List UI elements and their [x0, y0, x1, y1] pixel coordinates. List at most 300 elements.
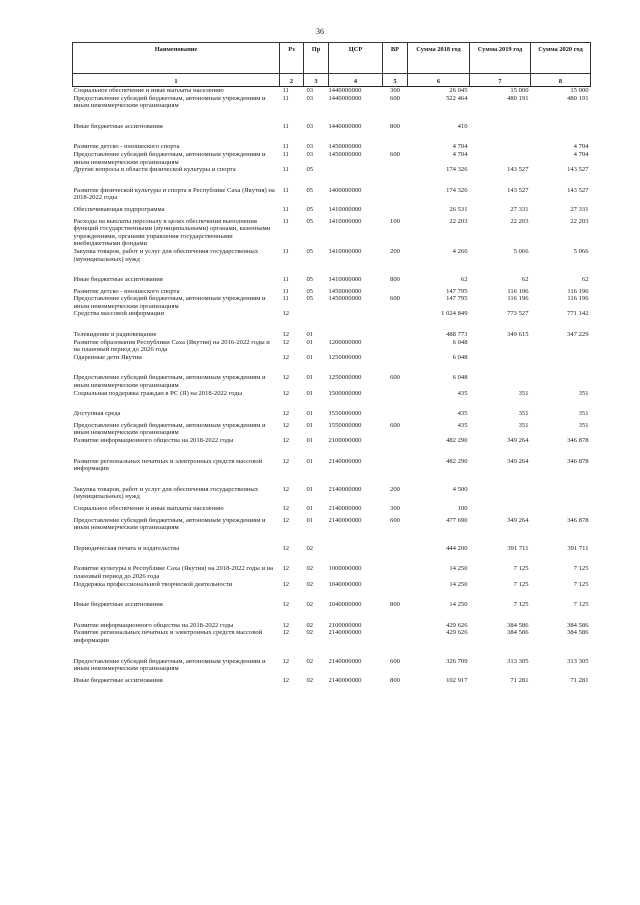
- cell-name: Предоставление субсидий бюджетным, автономным учреждениям и иным некоммерческим организациям: [73, 94, 266, 110]
- cell-pr: [304, 310, 329, 331]
- cell-pr: 05: [306, 295, 314, 303]
- cell-sum-2018: 147 795: [446, 287, 468, 295]
- cell-pr: 05: [306, 166, 314, 174]
- cell-name: Предоставление субсидий бюджетным, автономным учреждениям и иным некоммерческим организациям: [73, 421, 266, 437]
- cell-name: Средства массовой информации: [73, 310, 165, 318]
- cell-sum-2018: 6 048: [452, 353, 468, 361]
- cell-sum-2020: 116 196: [567, 287, 589, 295]
- cell-csr: 2140000000: [328, 485, 362, 493]
- cell-rz: 11: [282, 295, 289, 303]
- cell-vr: [383, 565, 408, 580]
- table-row: [73, 565, 591, 580]
- cell-csr: 1040000000: [328, 601, 362, 609]
- cell-pr: 05: [306, 205, 314, 213]
- cell-sum-2020: 351: [578, 421, 589, 429]
- cell-rz: 11: [282, 247, 289, 255]
- column-number: 8: [531, 74, 591, 87]
- cell-vr: [383, 629, 408, 657]
- table-row: [73, 390, 591, 411]
- cell-name: Развитие региональных печатных и электронных средств массовой информации: [73, 457, 263, 473]
- table-row: [73, 218, 591, 248]
- cell-vr: 600: [390, 657, 400, 665]
- cell-vr: [383, 339, 408, 354]
- cell-vr: [383, 410, 408, 422]
- cell-csr: 2140000000: [328, 676, 362, 684]
- cell-name: Иные бюджетные ассигнования: [73, 122, 163, 130]
- cell-vr: 200: [390, 247, 400, 255]
- cell-rz: 12: [282, 621, 290, 629]
- cell-rz: 11: [282, 205, 289, 213]
- cell-sum-2019: 351: [518, 410, 529, 418]
- cell-sum-2018: 4 266: [452, 247, 468, 255]
- cell-pr: 01: [306, 516, 314, 524]
- table-row: [73, 601, 591, 622]
- page-number: 36: [316, 27, 324, 36]
- cell-vr: [383, 354, 408, 375]
- cell-rz: 12: [282, 544, 290, 552]
- cell-name: Предоставление субсидий бюджетным, автономным учреждениям и иным некоммерческим организациям: [73, 374, 266, 390]
- cell-sum-2019: [470, 339, 531, 354]
- cell-csr: 2140000000: [328, 629, 362, 637]
- cell-rz: 12: [282, 389, 290, 397]
- cell-sum-2020: 351: [578, 389, 589, 397]
- cell-csr: 1550000000: [328, 421, 362, 429]
- cell-sum-2020: 143 527: [567, 186, 589, 194]
- cell-csr: 2140000000: [328, 504, 362, 512]
- cell-sum-2018: 6 048: [452, 374, 468, 382]
- table-row: [73, 505, 591, 517]
- cell-vr: 600: [390, 516, 400, 524]
- column-number: 1: [73, 74, 280, 87]
- cell-vr: 800: [390, 676, 400, 684]
- table-row: [73, 422, 591, 437]
- table-row: [73, 339, 591, 354]
- cell-sum-2019: 773 527: [507, 310, 529, 318]
- cell-pr: 05: [306, 247, 314, 255]
- cell-sum-2019: 384 586: [507, 629, 529, 637]
- column-number: 6: [408, 74, 470, 87]
- table-row: [73, 517, 591, 545]
- column-number: 2: [280, 74, 304, 87]
- cell-name: Развитие региональных печатных и электронных средств массовой информации: [73, 629, 263, 644]
- cell-rz: 12: [282, 485, 290, 493]
- cell-vr: [383, 187, 408, 206]
- table-row: [73, 331, 591, 339]
- cell-sum-2019: 143 527: [507, 186, 529, 194]
- cell-csr: 2100000000: [328, 437, 362, 444]
- cell-sum-2018: 522 464: [446, 94, 468, 102]
- cell-pr: 01: [306, 421, 314, 429]
- cell-vr: 600: [390, 150, 400, 158]
- cell-sum-2020: 4 704: [573, 143, 589, 151]
- cell-sum-2019: 116 196: [507, 295, 529, 303]
- cell-csr: 1550000000: [328, 410, 362, 418]
- cell-pr: 02: [306, 544, 314, 552]
- cell-name: Предоставление субсидий бюджетным, автономным учреждениям и иным некоммерческим организациям: [73, 516, 266, 532]
- table-row: [73, 458, 591, 486]
- cell-sum-2020: 7 125: [573, 580, 589, 588]
- cell-csr: 1410000000: [328, 247, 362, 255]
- cell-name: Иные бюджетные ассигнования: [73, 676, 163, 684]
- cell-sum-2020: 347 229: [567, 331, 589, 339]
- column-number: 4: [329, 74, 383, 87]
- cell-sum-2019: [470, 123, 531, 144]
- cell-sum-2020: 351: [578, 410, 589, 418]
- cell-vr: 800: [390, 122, 400, 130]
- cell-sum-2018: 477 690: [446, 516, 468, 524]
- table-row: [73, 354, 591, 375]
- cell-vr: 600: [390, 374, 400, 382]
- cell-vr: [383, 166, 408, 187]
- cell-sum-2019: 351: [518, 389, 529, 397]
- table-body: [73, 87, 591, 698]
- cell-sum-2020: 313 305: [567, 657, 589, 665]
- cell-name: Телевидение и радиовещание: [73, 331, 157, 339]
- cell-pr: 02: [306, 629, 314, 637]
- cell-name: Предоставление субсидий бюджетным, автономным учреждениям и иным некоммерческим организациям: [73, 295, 266, 310]
- cell-rz: 11: [282, 143, 289, 151]
- table-row: [73, 295, 591, 310]
- cell-sum-2018: 435: [457, 389, 468, 397]
- cell-rz: 12: [282, 353, 290, 361]
- cell-vr: [383, 390, 408, 411]
- cell-sum-2019: 143 527: [507, 166, 529, 174]
- cell-rz: 11: [282, 217, 289, 225]
- cell-rz: 12: [282, 516, 290, 524]
- cell-pr: 03: [306, 122, 314, 130]
- cell-csr: 1500000000: [328, 389, 362, 397]
- cell-vr: [383, 458, 408, 486]
- table-row: [73, 437, 591, 458]
- cell-pr: 02: [306, 676, 314, 684]
- cell-pr: 01: [306, 504, 314, 512]
- cell-sum-2019: 384 586: [507, 621, 529, 629]
- cell-name: Социальное обеспечение и иные выплаты населению: [73, 504, 224, 512]
- table-row: [73, 143, 591, 151]
- cell-name: Развитие информационного общества на 2018-2022 годы: [73, 621, 234, 629]
- cell-name: Предоставление субсидий бюджетным, автономным учреждениям и иным некоммерческим организациям: [73, 150, 266, 166]
- cell-rz: 11: [282, 276, 289, 284]
- cell-pr: 01: [306, 410, 314, 418]
- cell-sum-2018: 326 709: [446, 657, 468, 665]
- cell-csr: 1450000000: [328, 143, 362, 151]
- cell-sum-2018: 14 250: [449, 601, 468, 609]
- cell-sum-2018: 435: [457, 421, 468, 429]
- cell-name: Предоставление субсидий бюджетным, автономным учреждениям и иным некоммерческим организациям: [73, 657, 266, 673]
- cell-vr: [383, 206, 408, 218]
- table-row: [73, 629, 591, 657]
- cell-name: Поддержка профессиональной творческой деятельности: [73, 580, 233, 588]
- cell-sum-2018: 4 704: [452, 143, 468, 151]
- table-row: [73, 545, 591, 566]
- table-row: [73, 276, 591, 288]
- cell-sum-2018: 4 500: [452, 485, 468, 493]
- cell-sum-2020: [531, 339, 591, 354]
- cell-sum-2020: 71 281: [570, 676, 589, 684]
- cell-sum-2018: 62: [460, 276, 468, 284]
- cell-name: Развитие детско - юношеского спорта: [73, 287, 180, 295]
- cell-vr: 600: [390, 295, 400, 303]
- cell-sum-2018: 14 250: [449, 565, 468, 573]
- cell-sum-2018: 1 024 849: [441, 310, 468, 318]
- cell-vr: 600: [390, 94, 400, 102]
- cell-name: Развитие детско - юношеского спорта: [73, 143, 180, 151]
- header-sum-2018: Сумма 2018 год: [408, 43, 470, 74]
- cell-rz: 12: [282, 601, 290, 609]
- table-row: [73, 658, 591, 677]
- cell-sum-2018: 147 795: [446, 295, 468, 303]
- cell-csr: 1250000000: [328, 353, 362, 361]
- cell-sum-2020: 771 142: [567, 310, 589, 318]
- cell-sum-2018: 174 326: [446, 166, 468, 174]
- cell-vr: 200: [390, 485, 400, 493]
- cell-rz: 11: [282, 287, 289, 295]
- header-vr: ВР: [383, 43, 408, 74]
- cell-sum-2019: 116 196: [507, 287, 529, 295]
- cell-rz: 12: [282, 504, 290, 512]
- cell-sum-2018: 410: [457, 122, 468, 130]
- cell-sum-2020: [531, 123, 591, 144]
- cell-sum-2020: 384 586: [567, 621, 589, 629]
- cell-rz: 12: [282, 421, 290, 429]
- cell-rz: 12: [282, 410, 290, 418]
- cell-csr: 1000000000: [328, 565, 362, 573]
- cell-rz: 12: [282, 580, 290, 588]
- cell-rz: 12: [282, 457, 290, 465]
- cell-rz: 11: [282, 186, 289, 194]
- cell-vr: [383, 581, 408, 602]
- cell-sum-2019: 7 125: [513, 601, 529, 609]
- cell-rz: 12: [282, 437, 290, 444]
- cell-csr: 1450000000: [328, 287, 362, 295]
- cell-csr: 1440000000: [328, 94, 362, 102]
- cell-name: Доступная среда: [73, 410, 121, 418]
- cell-csr: 1410000000: [328, 276, 362, 284]
- cell-rz: 12: [282, 331, 290, 339]
- cell-sum-2020: 346 878: [567, 516, 589, 524]
- cell-sum-2018: 435: [457, 410, 468, 418]
- cell-sum-2018: 174 326: [446, 186, 468, 194]
- cell-sum-2019: 313 305: [507, 657, 529, 665]
- table-row: [73, 95, 591, 123]
- table-row: [73, 374, 591, 389]
- cell-sum-2019: [470, 374, 531, 389]
- table-row: [73, 622, 591, 630]
- cell-csr: 1410000000: [328, 205, 362, 213]
- cell-pr: 01: [306, 338, 314, 346]
- cell-name: Расходы на выплаты персоналу в целях обеспечения выполнения функций государственными (муниципальными) органами, казенными учреждениями, органами управления государственными внебюджетными фондами: [73, 217, 271, 248]
- cell-vr: 800: [390, 601, 400, 609]
- column-number: 3: [304, 74, 329, 87]
- cell-sum-2019: [470, 143, 531, 151]
- cell-pr: 02: [306, 601, 314, 609]
- column-number-row: [73, 74, 591, 87]
- cell-sum-2019: 27 331: [510, 205, 529, 213]
- cell-sum-2018: 429 626: [446, 629, 468, 637]
- cell-pr: 02: [306, 657, 314, 665]
- table-row: [73, 187, 591, 206]
- cell-sum-2019: 7 125: [513, 565, 529, 573]
- cell-csr: [329, 545, 383, 566]
- cell-sum-2020: 480 191: [567, 94, 589, 102]
- cell-sum-2020: 7 125: [573, 565, 589, 573]
- cell-sum-2018: 444 200: [446, 544, 468, 552]
- cell-rz: 11: [282, 122, 289, 130]
- cell-sum-2019: 15 000: [510, 87, 529, 94]
- cell-csr: 2100000000: [328, 621, 362, 629]
- cell-sum-2019: 5 066: [513, 247, 529, 255]
- cell-sum-2019: 349 264: [507, 437, 529, 444]
- cell-rz: 11: [282, 150, 289, 158]
- column-number: 5: [383, 74, 408, 87]
- cell-sum-2020: [531, 354, 591, 375]
- cell-sum-2020: 62: [581, 276, 589, 284]
- cell-rz: 11: [282, 166, 289, 174]
- cell-name: Закупка товаров, работ и услуг для обеспечения государственных (муниципальных) нужд: [73, 485, 259, 501]
- cell-sum-2018: 488 773: [446, 331, 468, 339]
- cell-vr: 600: [390, 421, 400, 429]
- cell-pr: 03: [306, 87, 314, 94]
- cell-sum-2019: 62: [521, 276, 529, 284]
- cell-sum-2018: 482 290: [446, 457, 468, 465]
- table-row: [73, 486, 591, 505]
- cell-vr: 800: [390, 276, 400, 284]
- table-row: [73, 166, 591, 187]
- header-rz: Рз: [280, 43, 304, 74]
- table-row: [73, 581, 591, 602]
- cell-csr: 2140000000: [328, 457, 362, 465]
- cell-sum-2019: [470, 354, 531, 375]
- cell-csr: 1440000000: [328, 87, 362, 94]
- cell-pr: 01: [306, 437, 314, 444]
- cell-sum-2020: 22 203: [570, 217, 589, 225]
- cell-vr: [383, 143, 408, 151]
- table-row: [73, 206, 591, 218]
- cell-sum-2019: [470, 151, 531, 166]
- cell-pr: 05: [306, 276, 314, 284]
- table-row: [73, 123, 591, 144]
- table-row: [73, 677, 591, 698]
- cell-sum-2020: 7 125: [573, 601, 589, 609]
- cell-sum-2019: 349 264: [507, 457, 529, 465]
- header-sum-2019: Сумма 2019 год: [470, 43, 531, 74]
- table-row: [73, 310, 591, 331]
- cell-sum-2019: [470, 486, 531, 505]
- header-csr: ЦСР: [329, 43, 383, 74]
- cell-sum-2019: 71 281: [510, 676, 529, 684]
- cell-sum-2019: [470, 505, 531, 517]
- cell-sum-2018: 6 048: [452, 338, 468, 346]
- cell-name: Обеспечивающая подпрограмма: [73, 205, 165, 213]
- cell-pr: 03: [306, 143, 314, 151]
- table-row: [73, 151, 591, 166]
- header-row: [73, 43, 591, 74]
- cell-sum-2019: 7 125: [513, 580, 529, 588]
- cell-csr: 1250000000: [328, 374, 362, 382]
- cell-vr: [383, 622, 408, 630]
- cell-sum-2018: 482 290: [446, 437, 468, 444]
- cell-pr: 02: [306, 565, 314, 573]
- cell-vr: [383, 545, 408, 566]
- cell-rz: 12: [282, 657, 290, 665]
- header-sum-2020: Сумма 2020 год: [531, 43, 591, 74]
- cell-name: Развитие информационного общества на 2018-2022 годы: [73, 437, 234, 444]
- cell-name: Закупка товаров, работ и услуг для обеспечения государственных (муниципальных) нужд: [73, 247, 259, 263]
- cell-csr: [329, 166, 383, 187]
- cell-sum-2018: 429 626: [446, 621, 468, 629]
- cell-name: Периодическая печать и издательства: [73, 544, 180, 552]
- cell-name: Иные бюджетные ассигнования: [73, 601, 163, 609]
- cell-sum-2020: 4 704: [573, 150, 589, 158]
- cell-sum-2018: 100: [457, 504, 468, 512]
- cell-csr: 2140000000: [328, 657, 362, 665]
- cell-sum-2018: 4 704: [452, 150, 468, 158]
- cell-sum-2020: 384 586: [567, 629, 589, 637]
- header-pr: Пр: [304, 43, 329, 74]
- cell-rz: 11: [282, 94, 289, 102]
- cell-pr: 03: [306, 150, 314, 158]
- cell-name: Социальная поддержка граждан в РС (Я) на 2018-2022 годы: [73, 389, 243, 397]
- cell-sum-2020: [531, 505, 591, 517]
- cell-sum-2019: 22 203: [510, 217, 529, 225]
- cell-rz: 12: [282, 676, 290, 684]
- cell-csr: 1200000000: [328, 338, 362, 346]
- cell-vr: [383, 331, 408, 339]
- cell-pr: 01: [306, 353, 314, 361]
- cell-sum-2020: 346 878: [567, 437, 589, 444]
- cell-rz: 12: [282, 629, 290, 637]
- cell-csr: 1440000000: [328, 122, 362, 130]
- cell-sum-2018: 22 203: [449, 217, 468, 225]
- cell-pr: 05: [306, 186, 314, 194]
- cell-sum-2020: 116 196: [567, 295, 589, 303]
- cell-sum-2019: 391 711: [507, 544, 529, 552]
- budget-table: [72, 42, 591, 697]
- cell-pr: 05: [306, 217, 314, 225]
- cell-sum-2020: 346 878: [567, 457, 589, 465]
- table-row: [73, 248, 591, 276]
- cell-vr: [383, 288, 408, 296]
- cell-pr: 01: [306, 485, 314, 493]
- cell-csr: 1410000000: [328, 217, 362, 225]
- cell-csr: 1040000000: [328, 580, 362, 588]
- cell-sum-2018: 102 917: [446, 676, 468, 684]
- cell-sum-2019: 480 191: [507, 94, 529, 102]
- cell-sum-2018: 26 531: [449, 205, 468, 213]
- table-row: [73, 410, 591, 422]
- cell-csr: 1450000000: [328, 150, 362, 158]
- table-row: [73, 288, 591, 296]
- cell-name: Развитие культуры в Республике Саха (Якутия) на 2018-2022 годы и на плановый период до 2026 года: [73, 565, 274, 580]
- cell-vr: [383, 310, 408, 331]
- cell-vr: 300: [390, 87, 400, 94]
- header-name: Наименование: [73, 43, 280, 74]
- table-row: [73, 87, 591, 95]
- cell-sum-2020: [531, 374, 591, 389]
- cell-vr: 300: [390, 504, 400, 512]
- cell-pr: 05: [306, 287, 314, 295]
- cell-pr: 03: [306, 94, 314, 102]
- cell-csr: 2140000000: [328, 516, 362, 524]
- cell-name: Иные бюджетные ассигнования: [73, 276, 163, 284]
- cell-name: Развитие физической культуры и спорта в Республике Саха (Якутия) на 2018-2022 годы: [73, 186, 275, 202]
- cell-csr: 1400000000: [328, 186, 362, 194]
- cell-rz: 12: [282, 338, 290, 346]
- cell-sum-2018: 14 250: [449, 580, 468, 588]
- cell-rz: 11: [282, 87, 289, 94]
- cell-rz: 12: [282, 565, 290, 573]
- cell-sum-2020: [531, 486, 591, 505]
